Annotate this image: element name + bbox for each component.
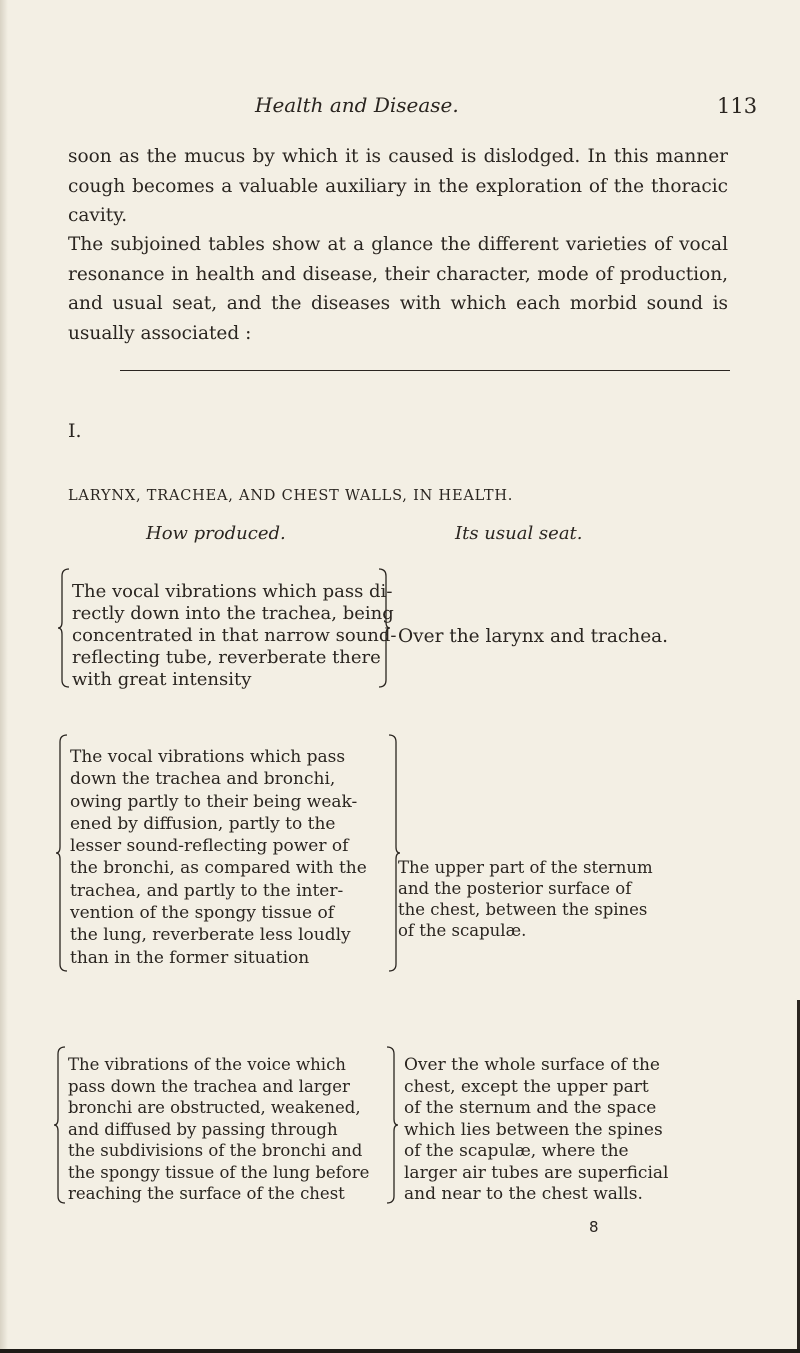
text-line: of the scapulæ. — [398, 921, 527, 940]
row-2-usual-seat — [398, 857, 728, 941]
text-line: the chest, between the spines — [398, 900, 648, 919]
text-line: bronchi are obstructed, weakened, — [68, 1098, 361, 1117]
text-line: and near to the chest walls. — [404, 1184, 643, 1204]
text-line: pass down the trachea and larger — [68, 1076, 350, 1096]
text-line: lesser sound-reflecting power of — [70, 836, 349, 857]
text-line: The vibrations of the voice which — [68, 1055, 346, 1074]
row-3-usual-seat — [404, 1055, 734, 1206]
text-line: and the posterior surface of — [398, 879, 632, 898]
text-line: which lies between the spines — [404, 1119, 663, 1140]
text-line: the bronchi, as compared with the — [70, 858, 367, 879]
text-line: of the scapulæ, where the — [404, 1141, 629, 1161]
intro-paragraph-2: The subjoined tables show at a glance the different varieties of vocal resonance in health and disease, their character, mode of production, and usual seat, and the diseases with which each morbid sound is usually associated : — [68, 234, 728, 344]
right-brace-icon — [386, 1046, 398, 1204]
page-number: 113 — [717, 94, 758, 118]
row-1-how-produced — [72, 581, 397, 691]
text-line: ened by diffusion, partly to the — [70, 813, 336, 834]
section-rule — [120, 370, 730, 371]
text-line: down the trachea and bronchi, — [70, 769, 336, 790]
text-line: concentrated in that narrow sound- — [72, 625, 397, 646]
row-1-usual-seat: Over the larynx and trachea. — [398, 626, 669, 647]
text-line: The upper part of the sternum — [398, 858, 653, 877]
text-line: with great intensity — [72, 669, 252, 690]
text-line: reaching the surface of the chest — [68, 1184, 345, 1203]
text-line: the spongy tissue of the lung before — [68, 1162, 370, 1182]
left-brace-icon — [54, 1046, 66, 1204]
text-line: reflecting tube, reverberate there — [72, 647, 381, 668]
text-line: than in the former situation — [70, 947, 310, 968]
page-bottom-edge — [0, 1349, 800, 1353]
text-line: vention of the spongy tissue of — [70, 903, 334, 924]
left-brace-icon — [56, 734, 68, 972]
column-header-how-produced: How produced. — [146, 523, 286, 544]
text-line: larger air tubes are superficial — [404, 1162, 669, 1183]
column-header-usual-seat: Its usual seat. — [455, 523, 583, 544]
text-line: chest, except the upper part — [404, 1076, 649, 1097]
text-line: The vocal vibrations which pass di- — [72, 581, 393, 602]
intro-paragraph-1: soon as the mucus by which it is caused is dislodged. In this manner cough becomes a valuable auxiliary in the exploration of the thoracic cavity. — [68, 146, 728, 226]
text-line: of the sternum and the space — [404, 1098, 657, 1118]
text-line: Over the whole surface of the — [404, 1055, 660, 1075]
text-line: The vocal vibrations which pass — [70, 747, 346, 767]
left-brace-icon — [58, 568, 70, 688]
row-2-how-produced — [70, 746, 388, 969]
text-line: rectly down into the trachea, being — [72, 603, 394, 624]
table-title: LARYNX, TRACHEA, AND CHEST WALLS, IN HEALTH. — [68, 488, 514, 504]
text-line: owing partly to their being weak- — [70, 791, 358, 812]
text-line: the subdivisions of the bronchi and — [68, 1141, 363, 1160]
text-line: the lung, reverberate less loudly — [70, 925, 351, 946]
signature-mark: 8 — [589, 1218, 599, 1236]
running-title: Health and Disease. — [255, 93, 459, 117]
text-line: trachea, and partly to the inter- — [70, 880, 344, 901]
row-3-how-produced — [68, 1054, 388, 1205]
page-gutter-shadow — [0, 0, 8, 1353]
table-numeral: I. — [68, 420, 82, 442]
text-line: and diffused by passing through — [68, 1119, 338, 1139]
right-brace-icon — [378, 568, 390, 688]
